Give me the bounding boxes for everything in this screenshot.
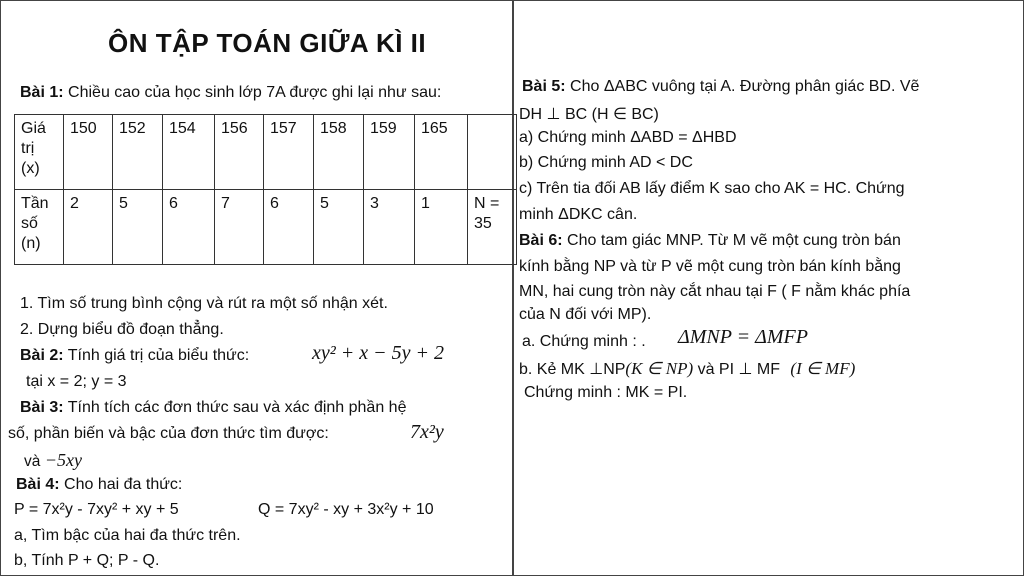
bai1-label: Bài 1: [20,84,64,101]
table-cell-total: N = 35 [468,190,517,265]
table-cell: 152 [113,115,163,190]
bai3-text: Tính tích các đơn thức sau và xác định phần hệ [67,399,407,416]
bai5-question-a: a) Chứng minh ΔABD = ΔHBD [519,129,737,146]
table-cell: 156 [215,115,264,190]
bai2-given: tại x = 2; y = 3 [26,373,127,390]
bai5-label: Bài 5: [522,78,566,95]
row-header-value: Giá trị (x) [15,115,64,190]
bai3-monomial-2: −5xy [44,450,82,470]
bai6-b-text1: b. Kẻ MK ⊥NP [519,361,626,378]
bai2-text: Tính giá trị của biểu thức: [67,347,250,364]
bai3-text-2: số, phần biến và bậc của đơn thức tìm được: [8,425,329,442]
bai6-question-b-2: Chứng minh : MK = PI. [524,384,688,401]
bai2-label: Bài 2: [20,347,64,364]
bai4-polynomial-Q: Q = 7xy² - xy + 3x²y + 10 [258,501,434,518]
bai5-question-c-2: minh ΔDKC cân. [519,206,638,223]
table-cell: 6 [163,190,215,265]
bai6-line2: kính bằng NP và từ P vẽ một cung tròn bán kính bằng [519,258,901,275]
bai6-heading [519,232,901,250]
bai3-monomial-1: 7x²y [410,421,444,443]
bai4-label: Bài 4: [16,476,60,493]
table-cell: 150 [64,115,113,190]
table-cell: 158 [314,115,364,190]
table-row [15,115,517,190]
frequency-table [14,114,517,265]
bai6-a-math: ΔMNP = ΔMFP [678,326,808,348]
bai5-line1: Cho ΔABC vuông tại A. Đường phân giác BD. Vẽ [570,78,920,95]
table-cell: 5 [314,190,364,265]
table-cell: 3 [364,190,415,265]
bai6-b-text2: và PI ⊥ MF [697,361,780,378]
bai4-question-a: a, Tìm bậc của hai đa thức trên. [14,527,241,544]
page-title: ÔN TẬP TOÁN GIỮA KÌ II [108,28,427,58]
bai4-question-b: b, Tính P + Q; P - Q. [14,552,160,569]
bai4-text: Cho hai đa thức: [64,476,183,493]
row-header-frequency: Tần số (n) [15,190,64,265]
bai3-label: Bài 3: [20,399,64,416]
bai6-question-a [522,333,646,351]
bai1-question-2: 2. Dựng biểu đồ đoạn thẳng. [20,321,224,338]
bai2-heading [20,347,249,365]
table-cell: 157 [264,115,314,190]
table-row [15,190,517,265]
bai5-question-b: b) Chứng minh AD < DC [519,154,693,171]
bai5-line2: DH ⊥ BC (H ∈ BC) [519,106,659,123]
bai3-and-line [24,450,82,471]
table-cell: 5 [113,190,163,265]
bai1-question-1: 1. Tìm số trung bình cộng và rút ra một số nhận xét. [20,295,388,312]
bai5-question-c: c) Trên tia đối AB lấy điểm K sao cho AK = HC. Chứng [519,180,905,197]
bai4-polynomial-P: P = 7x²y - 7xy² + xy + 5 [14,501,179,518]
bai6-line1: Cho tam giác MNP. Từ M vẽ một cung tròn bán [567,232,901,249]
bai3-heading [20,399,406,417]
table-cell: 6 [264,190,314,265]
table-cell: 154 [163,115,215,190]
bai6-line3: MN, hai cung tròn này cắt nhau tại F ( F nằm khác phía [519,283,911,300]
column-divider [512,0,514,576]
bai6-line4: của N đối với MP). [519,306,652,323]
bai1-heading [20,84,441,102]
table-cell: 2 [64,190,113,265]
table-cell: 159 [364,115,415,190]
bai6-a-text: a. Chứng minh : . [522,333,646,350]
table-cell: 1 [415,190,468,265]
bai6-question-b [519,359,855,379]
bai6-b-math2: (I ∈ MF) [790,359,856,378]
bai5-heading [522,78,919,96]
bai3-and: và [24,453,41,470]
bai1-text: Chiều cao của học sinh lớp 7A được ghi lại như sau: [68,84,442,101]
bai4-heading [16,476,182,494]
table-cell-empty [468,115,517,190]
table-cell: 165 [415,115,468,190]
table-cell: 7 [215,190,264,265]
bai6-label: Bài 6: [519,232,563,249]
bai2-expression: xy² + x − 5y + 2 [312,342,444,364]
bai6-b-math1: (K ∈ NP) [625,359,694,378]
